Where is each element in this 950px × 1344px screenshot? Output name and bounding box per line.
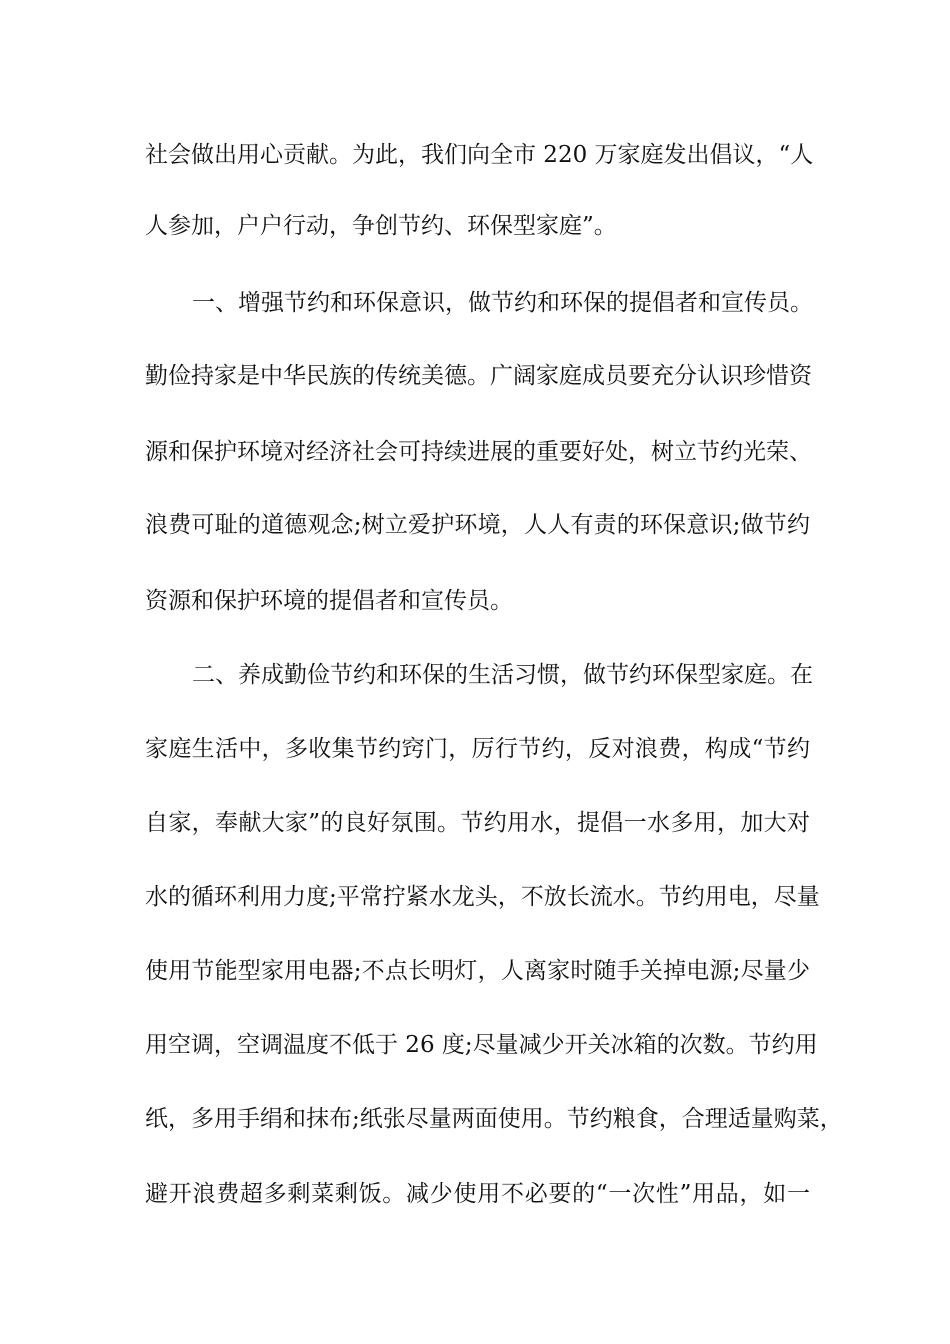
- text-line-3: 一、增强节约和环保意识，做节约和环保的提倡者和宣传员。: [192, 290, 813, 316]
- text-line-7: 资源和保护环境的提倡者和宣传员。: [145, 588, 513, 614]
- text-line-4: 勤俭持家是中华民族的传统美德。广阔家庭成员要充分认识珍惜资: [145, 363, 812, 389]
- text-line-11: 水的循环利用力度;平常拧紧水龙头，不放长流水。节约用电，尽量: [145, 884, 820, 910]
- text-line-1: 社会做出用心贡献。为此，我们向全市 220 万家庭发出倡议，“人: [145, 142, 814, 168]
- text-line-12: 使用节能型家用电器;不点长明灯，人离家时随手关掉电源;尽量少: [145, 958, 810, 984]
- text-line-10: 自家，奉献大家”的良好氛围。节约用水，提倡一水多用，加大对: [145, 810, 810, 836]
- text-line-15: 避开浪费超多剩菜剩饭。减少使用不必要的“一次性”用品，如一: [145, 1181, 810, 1207]
- text-line-2: 人参加，户户行动，争创节约、环保型家庭”。: [145, 213, 617, 239]
- text-line-13: 用空调，空调温度不低于 26 度;尽量减少开关冰箱的次数。节约用: [145, 1032, 818, 1058]
- text-line-8: 二、养成勤俭节约和环保的生活习惯，做节约环保型家庭。在: [192, 662, 813, 688]
- text-line-9: 家庭生活中，多收集节约窍门，厉行节约，反对浪费，构成“节约: [145, 736, 810, 762]
- text-line-5: 源和保护环境对经济社会可持续进展的重要好处，树立节约光荣、: [145, 439, 812, 465]
- text-line-6: 浪费可耻的道德观念;树立爱护环境，人人有责的环保意识;做节约: [145, 512, 810, 538]
- text-line-14: 纸，多用手绢和抹布;纸张尽量两面使用。节约粮食，合理适量购菜，: [145, 1106, 843, 1132]
